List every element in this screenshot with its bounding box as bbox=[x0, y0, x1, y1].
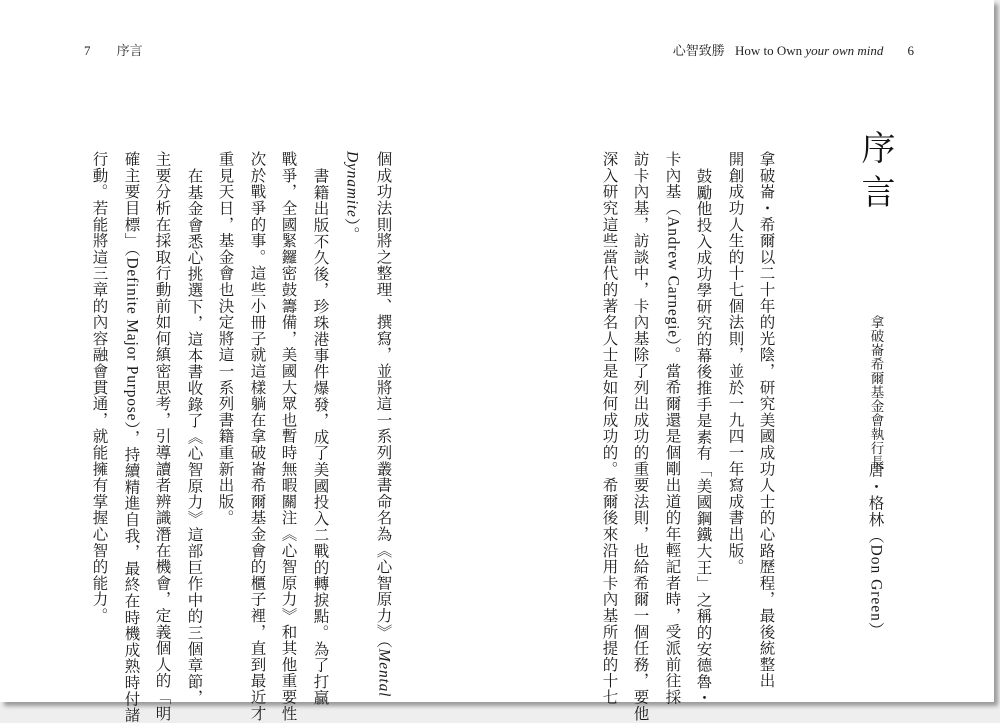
text-column: 確主要目標」（Definite Major Purpose），持續精進自我，最終在時機成熟時付諸 bbox=[122, 151, 141, 723]
text-column: 深入研究這些當代的著名人士是如何成功的。希爾後來沿用卡內基所提的十七 bbox=[600, 151, 619, 706]
text-column: 重見天日，基金會也決定將這一系列書籍重新出版。 bbox=[216, 151, 235, 526]
text-column: 次於戰爭的事。這些小冊子就這樣躺在拿破崙希爾基金會的櫃子裡，直到最近才 bbox=[248, 151, 267, 722]
left-page-header bbox=[84, 40, 143, 59]
byline-name: 唐・格林（Don Green） bbox=[866, 462, 885, 639]
byline-role: 拿破崙希爾基金會執行長 bbox=[867, 315, 884, 469]
text-column: 書籍出版不久後，珍珠港事件爆發，成了美國投入二戰的轉捩點。為了打贏 bbox=[311, 168, 330, 706]
text-column: 戰爭，全國緊鑼密鼓籌備，美國大眾也暫時無暇關注《心智原力》和其他重要性 bbox=[279, 151, 298, 722]
text-column: 主要分析在採取行動前如何縝密思考，引導讀者辨識潛在機會，定義個人的「明 bbox=[153, 151, 172, 722]
chapter-title: 序言 bbox=[855, 130, 895, 218]
left-running-title: 序言 bbox=[116, 44, 143, 59]
left-page-number: 7 bbox=[84, 43, 91, 58]
right-running-title-zh: 心智致勝 bbox=[672, 44, 725, 59]
text-column: 卡內基（Andrew Carnegie）。當希爾還是個剛出道的年輕記者時，受派前往採 bbox=[663, 151, 682, 706]
text-column: 鼓勵他投入成功學研究的幕後推手是素有「美國鋼鐵大王」之稱的安德魯・ bbox=[694, 168, 713, 706]
text-column: 開創成功人生的十七個法則，並於一九四一年寫成書出版。 bbox=[726, 151, 745, 575]
text-column: 行動。若能將這三章的內容融會貫通，就能擁有掌握心智的能力。 bbox=[90, 151, 109, 624]
text-column: 在基金會悉心挑選下，這本書收錄了《心智原力》這部巨作中的三個章節， bbox=[185, 168, 204, 706]
running-title-en-italic: your own mind bbox=[805, 43, 884, 58]
running-title-en-regular: How to Own bbox=[734, 43, 803, 58]
text-column: 個成功法則將之整理、撰寫，並將這一系列叢書命名為《心智原力》（Mental bbox=[374, 151, 393, 698]
text-column: 訪卡內基，訪談中，卡內基除了列出成功的重要法則，也給希爾一個任務，要他 bbox=[631, 151, 650, 722]
right-page-header bbox=[673, 40, 914, 59]
right-running-title-en bbox=[735, 43, 883, 58]
right-page-number: 6 bbox=[907, 43, 914, 58]
text-column: 拿破崙・希爾以二十年的光陰，研究美國成功人士的心路歷程，最後統整出 bbox=[757, 151, 776, 689]
text-column: Dynamite）。 bbox=[342, 151, 361, 243]
